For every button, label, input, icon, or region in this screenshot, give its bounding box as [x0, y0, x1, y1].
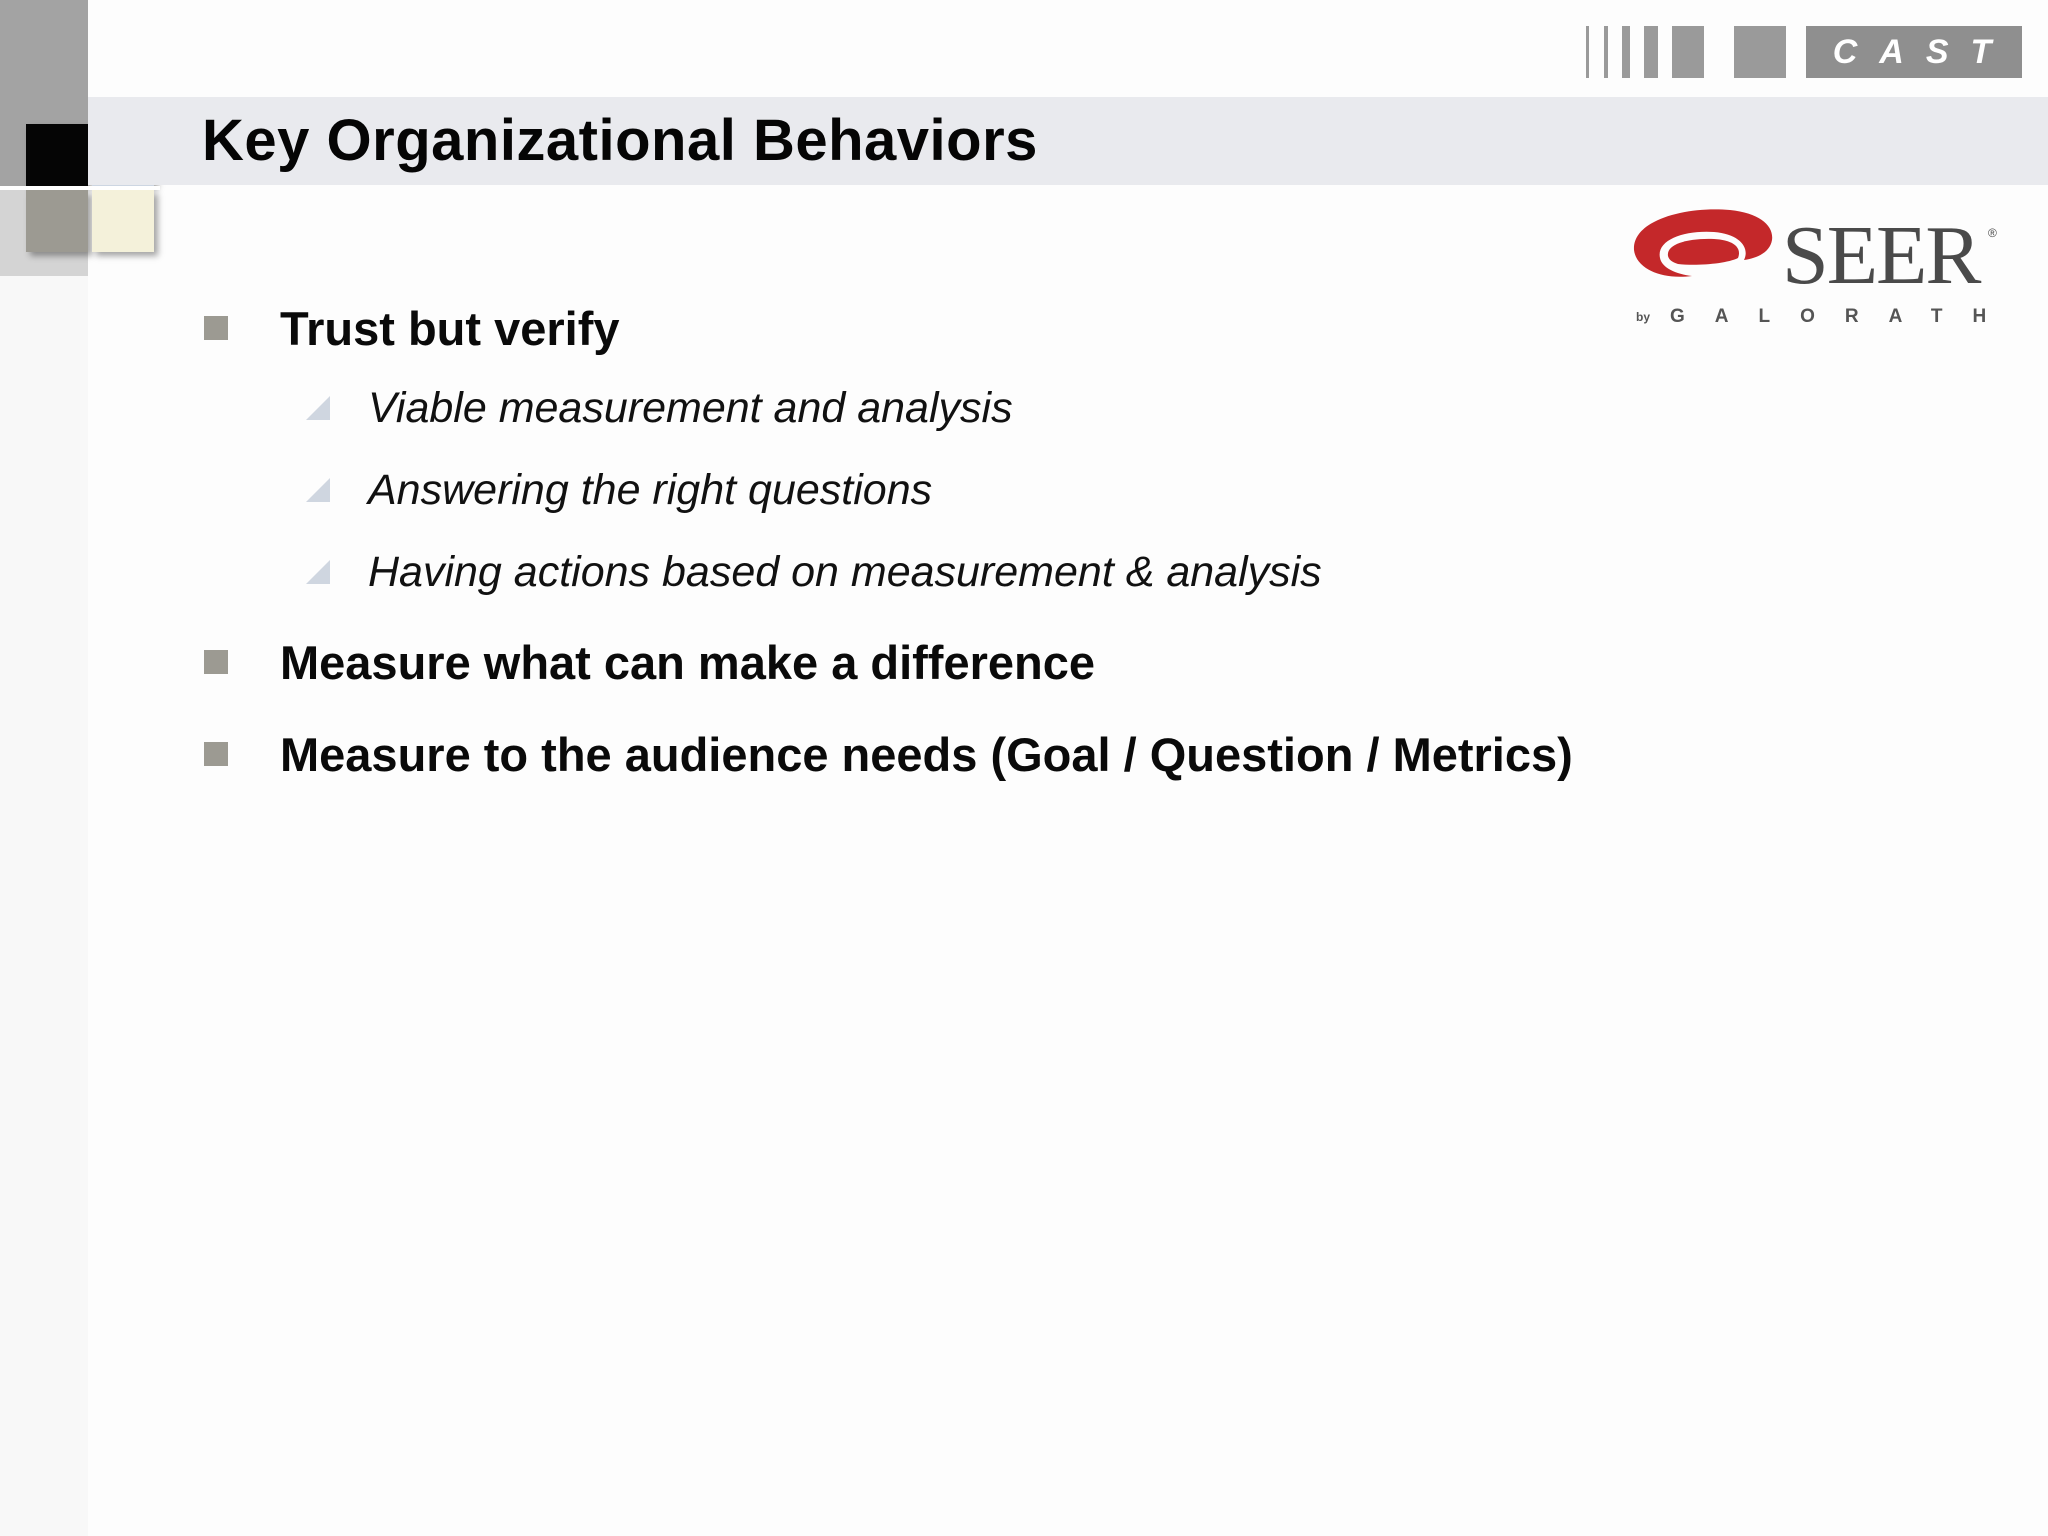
bullet-square-icon — [204, 742, 228, 766]
cast-logo-bar — [1604, 26, 1608, 78]
decor-divider — [0, 186, 160, 190]
decor-gray-square — [26, 190, 88, 252]
bullet-square-icon — [204, 650, 228, 674]
bullet-triangle-icon — [306, 396, 330, 420]
bullet-square-icon — [204, 316, 228, 340]
seer-logo — [1626, 206, 2017, 328]
seer-company-name: GALORATH — [1670, 306, 2017, 327]
decor-black-square — [26, 124, 88, 186]
bullet-text: Trust but verify — [280, 301, 620, 355]
seer-swoosh-icon — [1626, 206, 1776, 282]
bullet-text: Measure what can make a difference — [280, 635, 1096, 689]
cast-logo-text: CAST — [1806, 26, 2022, 78]
seer-by-label: by — [1636, 310, 1651, 324]
sub-bullet-text: Answering the right questions — [368, 465, 933, 514]
slide-title: Key Organizational Behaviors — [202, 108, 1038, 173]
bullet-triangle-icon — [306, 478, 330, 502]
cast-logo-bar — [1586, 26, 1589, 78]
cast-logo-bar — [1672, 26, 1704, 78]
seer-wordmark: SEER — [1782, 209, 1980, 302]
cast-logo-bar — [1644, 26, 1658, 78]
bullet-triangle-icon — [306, 560, 330, 584]
cast-logo-bar — [1622, 26, 1630, 78]
decor-cream-square — [92, 190, 154, 252]
sub-bullet-text: Having actions based on measurement & analysis — [368, 547, 1322, 596]
registered-icon: ® — [1988, 226, 1997, 240]
cast-logo — [1586, 26, 2024, 80]
cast-logo-bar — [1734, 26, 1786, 78]
bullet-text: Measure to the audience needs (Goal / Question / Metrics) — [280, 727, 1573, 781]
sub-bullet-text: Viable measurement and analysis — [368, 383, 1013, 432]
